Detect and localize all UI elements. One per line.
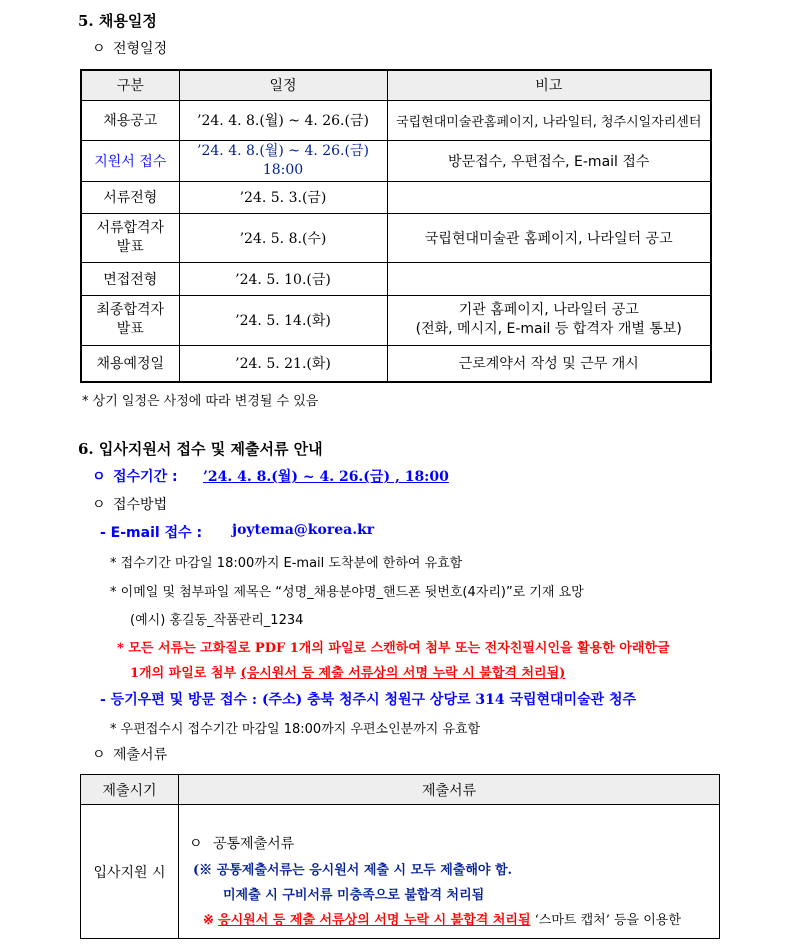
bullet-icon: ㅇ <box>92 469 106 485</box>
docs-title: 제출서류 <box>113 747 168 763</box>
schedule-footnote: * 상기 일정은 사정에 따라 변경될 수 있음 <box>82 394 319 409</box>
row-note: 국립현대미술관홈페이지, 나라일터, 청주시일자리센터 <box>387 100 711 140</box>
schedule-table <box>80 69 712 383</box>
email-note: * 이메일 및 첨부파일 제목은 “성명_채용분야명_핸드폰 뒷번호(4자리)”로 기재 요망 <box>110 585 584 600</box>
row-label: 입사지원 시 <box>81 805 179 939</box>
row-note: 근로계약서 작성 및 근무 개시 <box>387 345 711 382</box>
docs-note: 미제출 시 구비서류 미충족으로 불합격 처리됨 <box>223 888 485 903</box>
email-note: * 접수기간 마감일 18:00까지 E-mail 도착분에 한하여 유효함 <box>110 556 463 571</box>
row-date: ’24. 4. 8.(월) ~ 4. 26.(금) <box>179 100 387 140</box>
row-note <box>387 181 711 213</box>
row-name: 채용공고 <box>81 100 179 140</box>
bullet-icon: ㅇ <box>189 836 203 852</box>
row-date: ’24. 5. 21.(화) <box>179 345 387 382</box>
email-label: - E-mail 접수 : <box>100 525 203 541</box>
email-link[interactable]: joytema@korea.kr <box>232 522 375 538</box>
period-value: ’24. 4. 8.(월) ~ 4. 26.(금) , 18:00 <box>203 469 449 485</box>
row-name: 지원서 접수 <box>81 140 179 181</box>
row-name: 최종합격자 발표 <box>81 295 179 345</box>
section5-title: 5. 채용일정 <box>78 12 157 30</box>
bullet-icon: ㅇ <box>92 747 106 763</box>
table-row <box>81 805 720 939</box>
mail-label: - 등기우편 및 방문 접수 : (주소) 충북 청주시 청원구 상당로 314 국립현대미술관 청주 <box>100 692 637 708</box>
row-date: ’24. 5. 8.(수) <box>179 213 387 262</box>
common-docs-title: 공통제출서류 <box>213 836 295 852</box>
row-note <box>387 262 711 295</box>
bullet-icon: ㅇ <box>92 41 106 57</box>
schedule-subtitle: 전형일정 <box>113 41 168 57</box>
method-title: 접수방법 <box>113 497 168 513</box>
table-row <box>81 140 711 181</box>
row-name: 서류합격자 발표 <box>81 213 179 262</box>
row-note: 국립현대미술관 홈페이지, 나라일터 공고 <box>387 213 711 262</box>
table-row <box>81 345 711 382</box>
docs-table <box>80 774 720 939</box>
row-name: 채용예정일 <box>81 345 179 382</box>
header-remarks: 비고 <box>387 70 711 100</box>
row-date: ’24. 5. 3.(금) <box>179 181 387 213</box>
row-date: ’24. 5. 14.(화) <box>179 295 387 345</box>
row-name: 면접전형 <box>81 262 179 295</box>
docs-note: (※ 공통제출서류는 응시원서 제출 시 모두 제출해야 함. <box>193 863 513 878</box>
period-label: 접수기간 : <box>113 469 178 485</box>
row-note: 기관 홈페이지, 나라일터 공고 (전화, 메시지, E-mail 등 합격자 개별 통보) <box>387 295 711 345</box>
row-name: 서류전형 <box>81 181 179 213</box>
table-row <box>81 181 711 213</box>
table-row <box>81 262 711 295</box>
table-row <box>81 100 711 140</box>
mail-note: * 우편접수시 접수기간 마감일 18:00까지 우편소인분까지 유효함 <box>110 722 481 737</box>
header-submit-time: 제출시기 <box>81 775 179 805</box>
email-example: (예시) 홍길동_작품관리_1234 <box>130 613 304 628</box>
docs-cell <box>179 805 720 939</box>
bullet-icon: ㅇ <box>92 497 106 513</box>
table-row <box>81 213 711 262</box>
docs-note: ※ 응시원서 등 제출 서류상의 서명 누락 시 불합격 처리됨 ‘스마트 캡처’ 등을 이용한 <box>203 913 681 928</box>
section6-title: 6. 입사지원서 접수 및 제출서류 안내 <box>78 440 323 458</box>
row-date: ’24. 4. 8.(월) ~ 4. 26.(금) 18:00 <box>179 140 387 181</box>
warning-line: * 모든 서류는 고화질로 PDF 1개의 파일로 스캔하여 첨부 또는 전자친필시인을 활용한 아래한글 <box>117 641 670 656</box>
row-date: ’24. 5. 10.(금) <box>179 262 387 295</box>
table-row <box>81 295 711 345</box>
header-documents: 제출서류 <box>179 775 720 805</box>
header-schedule: 일정 <box>179 70 387 100</box>
row-note: 방문접수, 우편접수, E-mail 접수 <box>387 140 711 181</box>
header-category: 구분 <box>81 70 179 100</box>
warning-line: 1개의 파일로 첨부 (응시원서 등 제출 서류상의 서명 누락 시 불합격 처리됨) <box>130 666 566 681</box>
